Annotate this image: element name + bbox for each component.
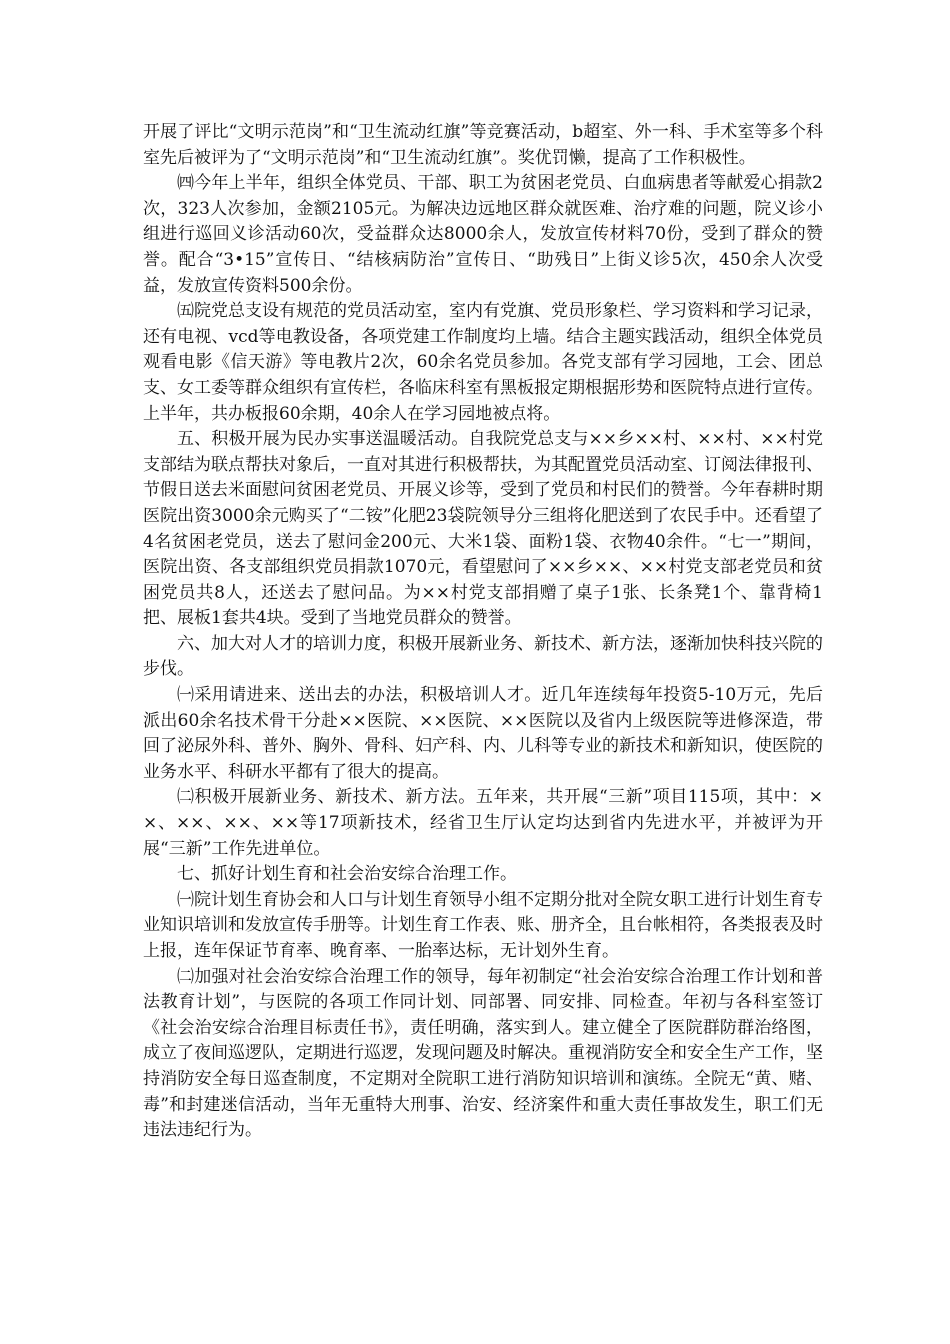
paragraph-talent-training: ㈠采用请进来、送出去的办法，积极培训人才。近几年连续每年投资5-10万元，先后派出60余名技术骨干分赴××医院、××医院、××医院以及省内上级医院等进修深造，带回了泌尿外科、普外、胸外、骨科、妇产科、内、儿科等专业的新技术和新知识，使医院的业务水平、科研水平都有了很大的提高。: [143, 685, 823, 782]
document-page: [143, 120, 823, 1144]
paragraph-section-six-heading: 六、加大对人才的培训力度，积极开展新业务、新技术、新方法，逐渐加快科技兴院的步伐。: [143, 633, 823, 680]
paragraph-section-five: 五、积极开展为民办实事送温暖活动。自我院党总支与××乡××村、××村、××村党支部结为联点帮扶对象后，一直对其进行积极帮扶，为其配置党员活动室、订阅法律报刊、节假日送去米面慰问贫困老党员、开展义诊等，受到了党员和村民们的赞誉。今年春耕时期医院出资3000余元购买了“二铵”化肥23袋院领导分三组将化肥送到了农民手中。还看望了4名贫困老党员，送去了慰问金200元、大米1袋、面粉1袋、衣物40余件。“七一”期间，医院出资、各支部组织党员捐款1070元，看望慰问了××乡××、××村党支部老党员和贫困党员共8人，还送去了慰问品。为××村党支部捐赠了桌子1张、长条凳1个、靠背椅1把、展板1套共4块。受到了当地党员群众的赞誉。: [143, 429, 823, 629]
paragraph-donation: ㈣今年上半年，组织全体党员、干部、职工为贫困老党员、白血病患者等献爱心捐款2次，323人次参加，金额2105元。为解决边远地区群众就医难、治疗难的问题，院义诊小组进行巡回义诊活动60次，受益群众达8000余人，发放宣传材料70份，受到了群众的赞誉。配合“3•15”宣传日、“结核病防治”宣传日、“助残日”上街义诊5次，450余人次受益，发放宣传资料500余份。: [143, 173, 823, 296]
paragraph-party-activity-room: ㈤院党总支设有规范的党员活动室，室内有党旗、党员形象栏、学习资料和学习记录，还有电视、vcd等电教设备，各项党建工作制度均上墙。结合主题实践活动，组织全体党员观看电影《信天游》等电教片2次，60余名党员参加。各党支部有学习园地，工会、团总支、女工委等群众组织有宣传栏，各临床科室有黑板报定期根据形势和医院特点进行宣传。上半年，共办板报60余期，40余人在学习园地被点将。: [143, 301, 823, 424]
paragraph-new-techniques: ㈡积极开展新业务、新技术、新方法。五年来，共开展“三新”项目115项，其中：××、××、××、××等17项新技术，经省卫生厅认定均达到省内先进水平，并被评为开展“三新”工作先进单位。: [143, 787, 823, 859]
paragraph-public-security: ㈡加强对社会治安综合治理工作的领导，每年初制定“社会治安综合治理工作计划和普法教育计划”，与医院的各项工作同计划、同部署、同安排、同检查。年初与各科室签订《社会治安综合治理目标责任书》，责任明确，落实到人。建立健全了医院群防群治络图，成立了夜间巡逻队，定期进行巡逻，发现问题及时解决。重视消防安全和安全生产工作，坚持消防安全每日巡查制度，不定期对全院职工进行消防知识培训和演练。全院无“黄、赌、毒”和封建迷信活动，当年无重特大刑事、治安、经济案件和重大责任事故发生，职工们无违法违纪行为。: [143, 966, 823, 1141]
paragraph-continuation: 开展了评比“文明示范岗”和“卫生流动红旗”等竞赛活动，b超室、外一科、手术室等多个科室先后被评为了“文明示范岗”和“卫生流动红旗”。奖优罚懒，提高了工作积极性。: [143, 122, 823, 168]
paragraph-family-planning: ㈠院计划生育协会和人口与计划生育领导小组不定期分批对全院女职工进行计划生育专业知识培训和发放宣传手册等。计划生育工作表、账、册齐全，且台帐相符，各类报表及时上报，连年保证节育率、晚育率、一胎率达标，无计划外生育。: [143, 889, 823, 961]
paragraph-section-seven-heading: 七、抓好计划生育和社会治安综合治理工作。: [177, 864, 517, 885]
